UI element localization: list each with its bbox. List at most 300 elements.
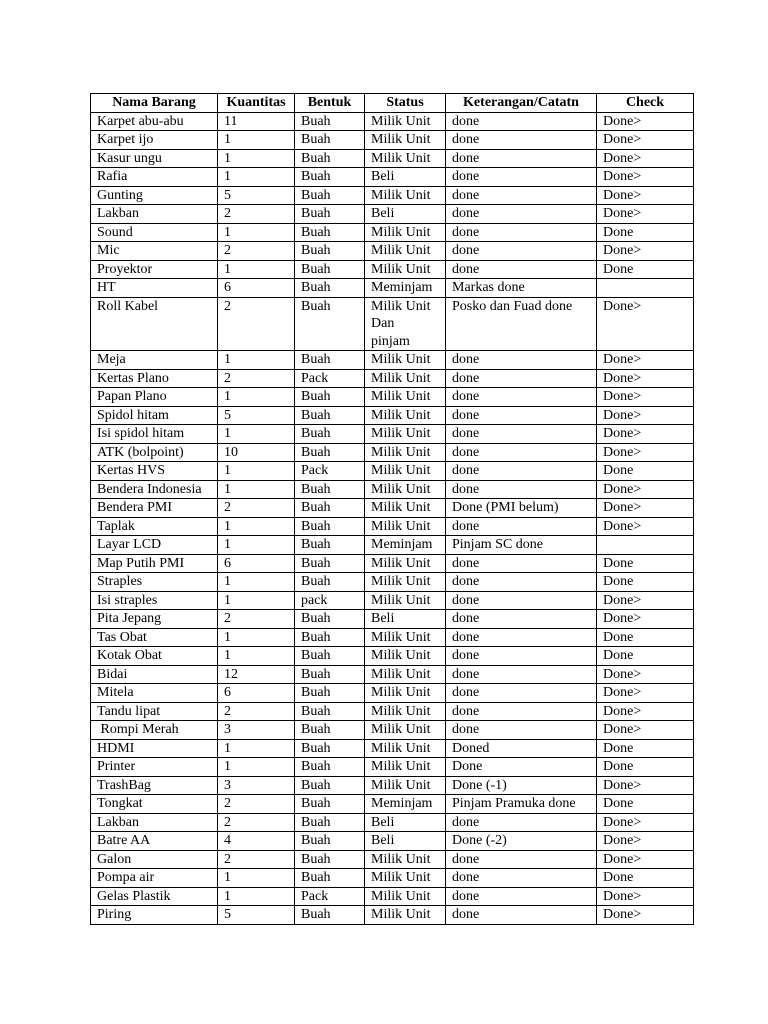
cell-keterangan: done — [446, 647, 597, 666]
cell-nama-barang: Lakban — [91, 813, 218, 832]
cell-kuantitas: 6 — [218, 684, 295, 703]
cell-nama-barang: Printer — [91, 758, 218, 777]
cell-kuantitas: 2 — [218, 499, 295, 518]
cell-nama-barang: Pita Jepang — [91, 610, 218, 629]
cell-kuantitas: 10 — [218, 443, 295, 462]
cell-kuantitas: 1 — [218, 462, 295, 481]
cell-bentuk: Buah — [295, 499, 365, 518]
cell-check: Done — [597, 554, 694, 573]
cell-status: Milik Unit — [365, 480, 446, 499]
cell-bentuk: Pack — [295, 887, 365, 906]
cell-check: Done> — [597, 721, 694, 740]
cell-kuantitas: 1 — [218, 536, 295, 555]
cell-keterangan: done — [446, 425, 597, 444]
table-row — [91, 260, 694, 279]
header-bentuk: Bentuk — [295, 94, 365, 113]
cell-check — [597, 279, 694, 298]
cell-keterangan: done — [446, 406, 597, 425]
table-row — [91, 443, 694, 462]
cell-nama-barang: Piring — [91, 906, 218, 925]
cell-kuantitas: 3 — [218, 721, 295, 740]
cell-status: Milik Unit — [365, 131, 446, 150]
table-row — [91, 186, 694, 205]
table-row — [91, 369, 694, 388]
table-row — [91, 906, 694, 925]
cell-check: Done — [597, 573, 694, 592]
cell-nama-barang: Karpet abu-abu — [91, 112, 218, 131]
cell-nama-barang: Bendera Indonesia — [91, 480, 218, 499]
cell-bentuk: Buah — [295, 279, 365, 298]
cell-bentuk: Buah — [295, 260, 365, 279]
cell-check: Done> — [597, 388, 694, 407]
cell-bentuk: Buah — [295, 406, 365, 425]
cell-kuantitas: 2 — [218, 850, 295, 869]
cell-keterangan: done — [446, 573, 597, 592]
cell-kuantitas: 6 — [218, 279, 295, 298]
cell-check: Done> — [597, 906, 694, 925]
cell-check: Done> — [597, 776, 694, 795]
cell-status: Milik Unit — [365, 388, 446, 407]
cell-bentuk: Buah — [295, 739, 365, 758]
cell-bentuk: Buah — [295, 480, 365, 499]
table-row — [91, 832, 694, 851]
cell-status: Milik Unit — [365, 517, 446, 536]
cell-kuantitas: 2 — [218, 795, 295, 814]
cell-kuantitas: 1 — [218, 149, 295, 168]
cell-kuantitas: 12 — [218, 665, 295, 684]
cell-keterangan: Markas done — [446, 279, 597, 298]
cell-nama-barang: HDMI — [91, 739, 218, 758]
cell-check: Done> — [597, 832, 694, 851]
table-row — [91, 297, 694, 351]
cell-keterangan: done — [446, 554, 597, 573]
cell-kuantitas: 1 — [218, 388, 295, 407]
cell-bentuk: Buah — [295, 665, 365, 684]
cell-nama-barang: Isi straples — [91, 591, 218, 610]
cell-keterangan: done — [446, 665, 597, 684]
cell-bentuk: Buah — [295, 684, 365, 703]
cell-keterangan: done — [446, 112, 597, 131]
cell-check — [597, 536, 694, 555]
table-row — [91, 536, 694, 555]
cell-nama-barang: Tas Obat — [91, 628, 218, 647]
cell-check: Done> — [597, 591, 694, 610]
cell-check: Done> — [597, 369, 694, 388]
cell-check: Done> — [597, 186, 694, 205]
cell-status: Milik Unit — [365, 149, 446, 168]
cell-check: Done> — [597, 168, 694, 187]
cell-bentuk: Pack — [295, 462, 365, 481]
cell-status: Milik Unit — [365, 443, 446, 462]
cell-bentuk: Buah — [295, 425, 365, 444]
cell-bentuk: Buah — [295, 795, 365, 814]
cell-status: Milik Unit — [365, 739, 446, 758]
table-row — [91, 591, 694, 610]
cell-check: Done — [597, 647, 694, 666]
cell-status: Milik Unit — [365, 242, 446, 261]
cell-check: Done> — [597, 351, 694, 370]
cell-status: Milik Unit — [365, 665, 446, 684]
cell-check: Done> — [597, 684, 694, 703]
cell-keterangan: done — [446, 869, 597, 888]
table-row — [91, 850, 694, 869]
cell-kuantitas: 2 — [218, 205, 295, 224]
cell-status: Meminjam — [365, 279, 446, 298]
cell-keterangan: done — [446, 242, 597, 261]
table-header-row — [91, 94, 694, 113]
cell-check: Done — [597, 628, 694, 647]
cell-check: Done> — [597, 665, 694, 684]
table-row — [91, 242, 694, 261]
cell-nama-barang: Bendera PMI — [91, 499, 218, 518]
cell-keterangan: done — [446, 205, 597, 224]
cell-bentuk: Buah — [295, 702, 365, 721]
cell-bentuk: pack — [295, 591, 365, 610]
cell-keterangan: done — [446, 480, 597, 499]
cell-kuantitas: 1 — [218, 131, 295, 150]
cell-nama-barang: Gelas Plastik — [91, 887, 218, 906]
cell-kuantitas: 1 — [218, 647, 295, 666]
cell-status: Beli — [365, 610, 446, 629]
cell-check: Done> — [597, 149, 694, 168]
table-row — [91, 869, 694, 888]
cell-status: Milik Unit — [365, 702, 446, 721]
cell-status: Milik Unit — [365, 647, 446, 666]
cell-nama-barang: Mitela — [91, 684, 218, 703]
cell-bentuk: Buah — [295, 573, 365, 592]
cell-nama-barang: Bidai — [91, 665, 218, 684]
table-row — [91, 499, 694, 518]
header-check: Check — [597, 94, 694, 113]
cell-kuantitas: 11 — [218, 112, 295, 131]
table-row — [91, 776, 694, 795]
cell-nama-barang: Kotak Obat — [91, 647, 218, 666]
cell-bentuk: Buah — [295, 610, 365, 629]
cell-nama-barang: Karpet ijo — [91, 131, 218, 150]
cell-check: Done — [597, 869, 694, 888]
cell-keterangan: done — [446, 610, 597, 629]
cell-keterangan: Done — [446, 758, 597, 777]
cell-keterangan: done — [446, 131, 597, 150]
cell-kuantitas: 6 — [218, 554, 295, 573]
cell-status: Milik Unit — [365, 406, 446, 425]
cell-bentuk: Buah — [295, 242, 365, 261]
cell-kuantitas: 1 — [218, 260, 295, 279]
cell-nama-barang: Kertas Plano — [91, 369, 218, 388]
cell-keterangan: done — [446, 186, 597, 205]
cell-kuantitas: 1 — [218, 425, 295, 444]
header-nama-barang: Nama Barang — [91, 94, 218, 113]
cell-bentuk: Buah — [295, 850, 365, 869]
cell-nama-barang: Roll Kabel — [91, 297, 218, 351]
cell-nama-barang: Pompa air — [91, 869, 218, 888]
cell-status: Beli — [365, 832, 446, 851]
cell-kuantitas: 2 — [218, 813, 295, 832]
table-row — [91, 813, 694, 832]
table-row — [91, 665, 694, 684]
cell-bentuk: Buah — [295, 647, 365, 666]
cell-check: Done> — [597, 406, 694, 425]
cell-keterangan: Doned — [446, 739, 597, 758]
table-row — [91, 425, 694, 444]
cell-bentuk: Buah — [295, 776, 365, 795]
cell-bentuk: Buah — [295, 832, 365, 851]
cell-bentuk: Buah — [295, 186, 365, 205]
cell-bentuk: Buah — [295, 721, 365, 740]
cell-bentuk: Buah — [295, 131, 365, 150]
cell-status: Milik Unit — [365, 554, 446, 573]
cell-status: Milik Unit — [365, 776, 446, 795]
table-row — [91, 739, 694, 758]
table-row — [91, 112, 694, 131]
cell-check: Done> — [597, 813, 694, 832]
cell-nama-barang: HT — [91, 279, 218, 298]
cell-bentuk: Buah — [295, 223, 365, 242]
cell-kuantitas: 2 — [218, 702, 295, 721]
cell-nama-barang: Batre AA — [91, 832, 218, 851]
cell-status: Meminjam — [365, 795, 446, 814]
cell-nama-barang: Meja — [91, 351, 218, 370]
cell-check: Done — [597, 739, 694, 758]
cell-nama-barang: Map Putih PMI — [91, 554, 218, 573]
cell-bentuk: Buah — [295, 205, 365, 224]
cell-status: Milik Unit — [365, 112, 446, 131]
cell-status: Milik Unit — [365, 758, 446, 777]
cell-status: Milik Unit — [365, 573, 446, 592]
cell-check: Done — [597, 223, 694, 242]
cell-kuantitas: 1 — [218, 591, 295, 610]
cell-keterangan: Done (PMI belum) — [446, 499, 597, 518]
cell-bentuk: Buah — [295, 112, 365, 131]
cell-kuantitas: 2 — [218, 242, 295, 261]
cell-status: Milik Unit Dan pinjam — [365, 297, 446, 351]
cell-keterangan: Done (-2) — [446, 832, 597, 851]
cell-nama-barang: Lakban — [91, 205, 218, 224]
cell-kuantitas: 1 — [218, 628, 295, 647]
cell-bentuk: Buah — [295, 813, 365, 832]
cell-nama-barang: Gunting — [91, 186, 218, 205]
table-row — [91, 168, 694, 187]
table-row — [91, 205, 694, 224]
table-row — [91, 647, 694, 666]
cell-status: Milik Unit — [365, 906, 446, 925]
table-row — [91, 351, 694, 370]
cell-nama-barang: Papan Plano — [91, 388, 218, 407]
cell-status: Beli — [365, 205, 446, 224]
cell-check: Done> — [597, 443, 694, 462]
cell-status: Beli — [365, 813, 446, 832]
cell-bentuk: Buah — [295, 906, 365, 925]
cell-keterangan: Done (-1) — [446, 776, 597, 795]
cell-bentuk: Buah — [295, 351, 365, 370]
cell-keterangan: done — [446, 462, 597, 481]
table-row — [91, 279, 694, 298]
cell-bentuk: Buah — [295, 536, 365, 555]
cell-keterangan: Pinjam SC done — [446, 536, 597, 555]
cell-bentuk: Buah — [295, 869, 365, 888]
cell-check: Done> — [597, 425, 694, 444]
cell-nama-barang: Rafia — [91, 168, 218, 187]
cell-keterangan: done — [446, 149, 597, 168]
table-row — [91, 628, 694, 647]
cell-keterangan: done — [446, 591, 597, 610]
cell-status: Meminjam — [365, 536, 446, 555]
cell-kuantitas: 1 — [218, 351, 295, 370]
cell-keterangan: done — [446, 443, 597, 462]
cell-status: Milik Unit — [365, 462, 446, 481]
cell-status: Milik Unit — [365, 628, 446, 647]
table-row — [91, 554, 694, 573]
cell-keterangan: done — [446, 721, 597, 740]
cell-check: Done> — [597, 205, 694, 224]
table-row — [91, 388, 694, 407]
cell-bentuk: Buah — [295, 628, 365, 647]
cell-kuantitas: 1 — [218, 517, 295, 536]
cell-bentuk: Pack — [295, 369, 365, 388]
cell-kuantitas: 4 — [218, 832, 295, 851]
cell-keterangan: done — [446, 168, 597, 187]
cell-check: Done — [597, 462, 694, 481]
cell-kuantitas: 1 — [218, 168, 295, 187]
cell-check: Done — [597, 758, 694, 777]
cell-check: Done> — [597, 242, 694, 261]
cell-kuantitas: 1 — [218, 758, 295, 777]
cell-bentuk: Buah — [295, 149, 365, 168]
cell-nama-barang: Straples — [91, 573, 218, 592]
cell-bentuk: Buah — [295, 554, 365, 573]
cell-check: Done — [597, 260, 694, 279]
table-row — [91, 480, 694, 499]
cell-check: Done> — [597, 131, 694, 150]
cell-keterangan: done — [446, 813, 597, 832]
cell-check: Done> — [597, 480, 694, 499]
table-row — [91, 758, 694, 777]
cell-nama-barang: Rompi Merah — [91, 721, 218, 740]
cell-nama-barang: Mic — [91, 242, 218, 261]
cell-status: Milik Unit — [365, 369, 446, 388]
table-row — [91, 517, 694, 536]
cell-status: Milik Unit — [365, 721, 446, 740]
cell-kuantitas: 5 — [218, 406, 295, 425]
cell-nama-barang: Isi spidol hitam — [91, 425, 218, 444]
cell-keterangan: done — [446, 351, 597, 370]
cell-keterangan: done — [446, 702, 597, 721]
cell-keterangan: done — [446, 223, 597, 242]
cell-keterangan: done — [446, 517, 597, 536]
cell-bentuk: Buah — [295, 758, 365, 777]
cell-check: Done> — [597, 850, 694, 869]
cell-status: Milik Unit — [365, 869, 446, 888]
cell-keterangan: done — [446, 850, 597, 869]
cell-nama-barang: Galon — [91, 850, 218, 869]
cell-kuantitas: 5 — [218, 906, 295, 925]
cell-nama-barang: Tongkat — [91, 795, 218, 814]
cell-kuantitas: 1 — [218, 739, 295, 758]
table-row — [91, 223, 694, 242]
cell-keterangan: done — [446, 260, 597, 279]
cell-check: Done> — [597, 610, 694, 629]
table-row — [91, 131, 694, 150]
table-row — [91, 721, 694, 740]
cell-status: Milik Unit — [365, 223, 446, 242]
cell-check: Done> — [597, 112, 694, 131]
table-row — [91, 610, 694, 629]
inventory-table — [90, 93, 694, 925]
table-row — [91, 406, 694, 425]
table-body — [91, 112, 694, 924]
cell-keterangan: done — [446, 684, 597, 703]
cell-kuantitas: 1 — [218, 480, 295, 499]
cell-status: Milik Unit — [365, 425, 446, 444]
cell-status: Milik Unit — [365, 351, 446, 370]
cell-nama-barang: Tandu lipat — [91, 702, 218, 721]
cell-check: Done> — [597, 297, 694, 351]
cell-bentuk: Buah — [295, 517, 365, 536]
cell-keterangan: done — [446, 887, 597, 906]
cell-status: Beli — [365, 168, 446, 187]
cell-status: Milik Unit — [365, 499, 446, 518]
cell-kuantitas: 1 — [218, 869, 295, 888]
cell-kuantitas: 2 — [218, 297, 295, 351]
cell-check: Done> — [597, 887, 694, 906]
cell-check: Done> — [597, 702, 694, 721]
cell-keterangan: done — [446, 369, 597, 388]
cell-kuantitas: 5 — [218, 186, 295, 205]
cell-bentuk: Buah — [295, 388, 365, 407]
cell-status: Milik Unit — [365, 260, 446, 279]
table-row — [91, 149, 694, 168]
header-status: Status — [365, 94, 446, 113]
cell-nama-barang: TrashBag — [91, 776, 218, 795]
cell-kuantitas: 1 — [218, 887, 295, 906]
cell-status: Milik Unit — [365, 591, 446, 610]
cell-check: Done> — [597, 499, 694, 518]
cell-keterangan: Posko dan Fuad done — [446, 297, 597, 351]
cell-nama-barang: Layar LCD — [91, 536, 218, 555]
cell-nama-barang: Proyektor — [91, 260, 218, 279]
cell-nama-barang: Kasur ungu — [91, 149, 218, 168]
table-row — [91, 887, 694, 906]
cell-kuantitas: 1 — [218, 223, 295, 242]
cell-kuantitas: 2 — [218, 369, 295, 388]
header-keterangan: Keterangan/Catatn — [446, 94, 597, 113]
cell-nama-barang: Kertas HVS — [91, 462, 218, 481]
cell-status: Milik Unit — [365, 186, 446, 205]
cell-bentuk: Buah — [295, 168, 365, 187]
cell-check: Done> — [597, 517, 694, 536]
cell-status: Milik Unit — [365, 887, 446, 906]
table-row — [91, 795, 694, 814]
cell-kuantitas: 2 — [218, 610, 295, 629]
cell-bentuk: Buah — [295, 297, 365, 351]
cell-nama-barang: ATK (bolpoint) — [91, 443, 218, 462]
table-row — [91, 684, 694, 703]
table-row — [91, 573, 694, 592]
cell-bentuk: Buah — [295, 443, 365, 462]
table-row — [91, 702, 694, 721]
cell-kuantitas: 3 — [218, 776, 295, 795]
table-row — [91, 462, 694, 481]
cell-keterangan: Pinjam Pramuka done — [446, 795, 597, 814]
cell-nama-barang: Spidol hitam — [91, 406, 218, 425]
cell-keterangan: done — [446, 628, 597, 647]
cell-nama-barang: Taplak — [91, 517, 218, 536]
cell-keterangan: done — [446, 906, 597, 925]
cell-status: Milik Unit — [365, 684, 446, 703]
cell-kuantitas: 1 — [218, 573, 295, 592]
cell-keterangan: done — [446, 388, 597, 407]
header-kuantitas: Kuantitas — [218, 94, 295, 113]
